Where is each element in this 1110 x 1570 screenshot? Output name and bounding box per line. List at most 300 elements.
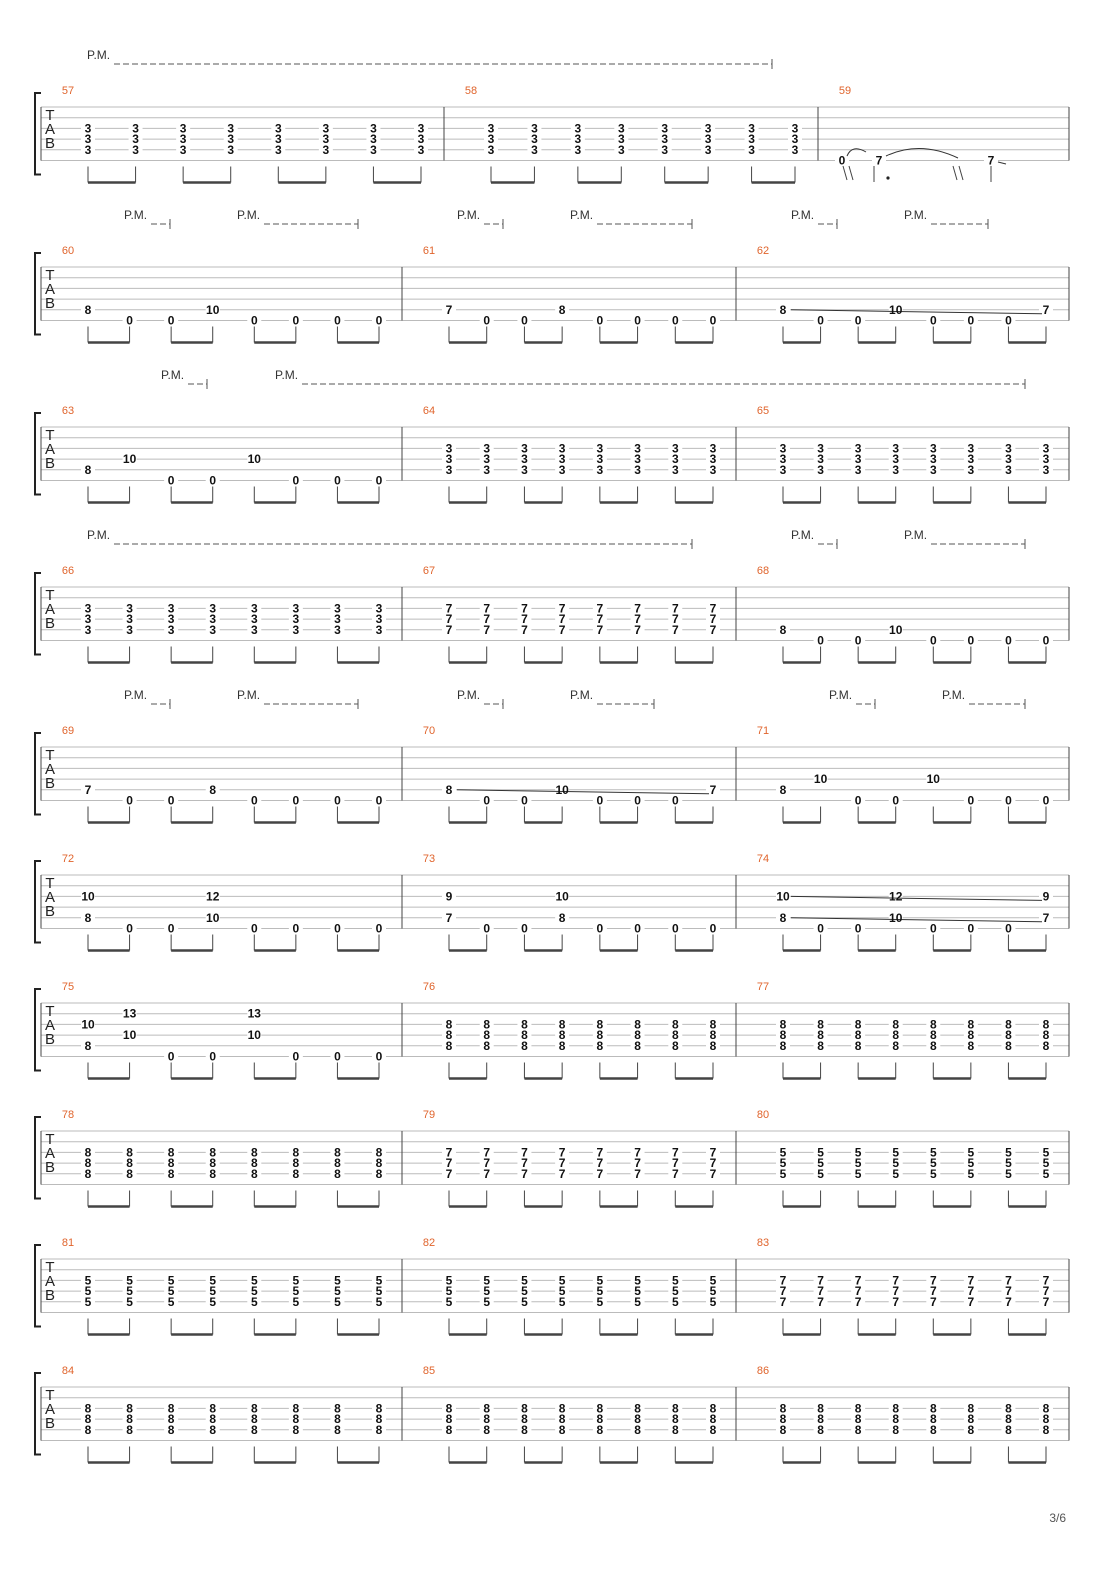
fret-number: 7 bbox=[709, 782, 717, 797]
palm-mute-label: P.M. bbox=[275, 368, 299, 382]
fret-number: 0 bbox=[854, 793, 862, 808]
fret-number: 8 bbox=[779, 1401, 787, 1416]
fret-number: 7 bbox=[1042, 910, 1050, 925]
fret-number: 8 bbox=[445, 1401, 453, 1416]
fret-number: 7 bbox=[854, 1273, 862, 1288]
fret-number: 8 bbox=[854, 1401, 862, 1416]
fret-number: 3 bbox=[445, 452, 453, 467]
fret-number: 3 bbox=[671, 462, 679, 477]
measure-number: 74 bbox=[756, 853, 770, 865]
fret-number: 8 bbox=[779, 1422, 787, 1437]
fret-number: 3 bbox=[84, 601, 92, 616]
fret-number: 8 bbox=[558, 1412, 566, 1427]
fret-number: 3 bbox=[1005, 441, 1012, 456]
tab-clef-letter: A bbox=[44, 601, 56, 618]
tab-clef-letter: B bbox=[44, 1415, 56, 1432]
fret-number: 3 bbox=[531, 132, 538, 147]
fret-number: 8 bbox=[817, 1017, 824, 1032]
fret-number: 8 bbox=[634, 1422, 641, 1437]
palm-mute-label: P.M. bbox=[904, 208, 928, 222]
fret-number: 0 bbox=[209, 473, 217, 488]
fret-number: 8 bbox=[1005, 1028, 1012, 1043]
fret-number: 0 bbox=[521, 313, 528, 328]
measure-number: 71 bbox=[756, 725, 770, 737]
fret-number: 8 bbox=[292, 1156, 300, 1171]
fret-number: 3 bbox=[709, 441, 717, 456]
fret-number: 7 bbox=[892, 1284, 900, 1299]
fret-number: 5 bbox=[292, 1273, 300, 1288]
fret-number: 0 bbox=[292, 473, 300, 488]
fret-number: 0 bbox=[167, 313, 175, 328]
palm-mute-label: P.M. bbox=[87, 528, 111, 542]
fret-number: 8 bbox=[558, 910, 566, 925]
fret-number: 8 bbox=[126, 1412, 133, 1427]
palm-mute-label: P.M. bbox=[161, 368, 185, 382]
tab-clef-letter: T bbox=[45, 427, 55, 444]
fret-number: 8 bbox=[483, 1401, 491, 1416]
palm-mute-label: P.M. bbox=[904, 528, 928, 542]
fret-number: 8 bbox=[250, 1422, 258, 1437]
fret-number: 5 bbox=[483, 1294, 491, 1309]
fret-number: 5 bbox=[929, 1156, 937, 1171]
fret-number: 7 bbox=[709, 1156, 717, 1171]
fret-number: 5 bbox=[375, 1273, 383, 1288]
fret-number: 8 bbox=[521, 1017, 528, 1032]
fret-number: 3 bbox=[779, 462, 787, 477]
fret-number: 8 bbox=[967, 1401, 975, 1416]
fret-number: 3 bbox=[227, 142, 235, 157]
fret-number: 0 bbox=[375, 1049, 383, 1064]
fret-number: 5 bbox=[521, 1294, 528, 1309]
fret-number: 8 bbox=[483, 1422, 491, 1437]
fret-number: 0 bbox=[1005, 921, 1012, 936]
fret-number: 3 bbox=[704, 121, 712, 136]
fret-number: 0 bbox=[375, 793, 383, 808]
fret-number: 0 bbox=[967, 793, 975, 808]
tab-clef-letter: A bbox=[44, 121, 56, 138]
fret-number: 7 bbox=[596, 622, 604, 637]
fret-number: 3 bbox=[167, 612, 175, 627]
fret-number: 7 bbox=[521, 622, 528, 637]
palm-mute-label: P.M. bbox=[87, 48, 111, 62]
fret-number: 0 bbox=[250, 921, 258, 936]
fret-number: 0 bbox=[334, 1049, 341, 1064]
tab-system bbox=[35, 539, 1069, 663]
fret-number: 3 bbox=[791, 132, 799, 147]
fret-number: 7 bbox=[84, 782, 92, 797]
fret-number: 3 bbox=[748, 132, 755, 147]
fret-number: 3 bbox=[322, 121, 330, 136]
fret-number: 8 bbox=[209, 1156, 217, 1171]
slide-line bbox=[791, 896, 1042, 900]
fret-number: 0 bbox=[292, 793, 300, 808]
fret-number: 3 bbox=[322, 142, 330, 157]
fret-number: 3 bbox=[704, 142, 712, 157]
fret-number: 8 bbox=[854, 1422, 862, 1437]
fret-number: 8 bbox=[929, 1412, 937, 1427]
fret-number: 3 bbox=[1005, 452, 1012, 467]
fret-number: 3 bbox=[521, 452, 528, 467]
fret-number: 5 bbox=[1042, 1145, 1050, 1160]
fret-number: 5 bbox=[1005, 1145, 1012, 1160]
tab-clef-letter: T bbox=[45, 875, 55, 892]
fret-number: 0 bbox=[967, 313, 975, 328]
fret-number: 7 bbox=[558, 601, 566, 616]
fret-number: 5 bbox=[596, 1284, 604, 1299]
fret-number: 7 bbox=[709, 612, 717, 627]
fret-number: 0 bbox=[483, 921, 491, 936]
fret-number: 8 bbox=[854, 1412, 862, 1427]
fret-number: 0 bbox=[334, 793, 341, 808]
fret-number: 8 bbox=[334, 1422, 341, 1437]
tab-clef-letter: A bbox=[44, 1273, 56, 1290]
fret-number: 5 bbox=[817, 1145, 824, 1160]
measure-number: 81 bbox=[61, 1237, 75, 1249]
fret-number: 5 bbox=[84, 1284, 92, 1299]
page-number: 3/6 bbox=[1049, 1511, 1066, 1525]
fret-number: 8 bbox=[596, 1422, 604, 1437]
fret-number: 7 bbox=[875, 153, 883, 168]
fret-number: 5 bbox=[558, 1294, 566, 1309]
measure-number: 82 bbox=[422, 1237, 436, 1249]
tab-clef-letter: T bbox=[45, 587, 55, 604]
fret-number: 0 bbox=[967, 921, 975, 936]
fret-number: 8 bbox=[521, 1038, 528, 1053]
measure-number: 73 bbox=[422, 853, 436, 865]
fret-number: 5 bbox=[250, 1284, 258, 1299]
fret-number: 0 bbox=[292, 921, 300, 936]
measure-number: 83 bbox=[756, 1237, 770, 1249]
fret-number: 8 bbox=[1042, 1028, 1050, 1043]
fret-number: 3 bbox=[209, 601, 217, 616]
fret-number: 0 bbox=[167, 1049, 175, 1064]
fret-number: 5 bbox=[126, 1273, 133, 1288]
fret-number: 3 bbox=[791, 121, 799, 136]
fret-number: 8 bbox=[375, 1166, 383, 1181]
fret-number: 8 bbox=[445, 1412, 453, 1427]
fret-number: 8 bbox=[445, 1028, 453, 1043]
fret-number: 0 bbox=[817, 313, 824, 328]
fret-number: 7 bbox=[817, 1273, 824, 1288]
measure-number: 70 bbox=[422, 725, 436, 737]
tab-clef-letter: B bbox=[44, 775, 56, 792]
fret-number: 8 bbox=[445, 1038, 453, 1053]
fret-number: 3 bbox=[179, 142, 187, 157]
fret-number: 7 bbox=[521, 1156, 528, 1171]
fret-number: 8 bbox=[671, 1017, 679, 1032]
fret-number: 8 bbox=[126, 1422, 133, 1437]
fret-number: 0 bbox=[209, 1049, 217, 1064]
fret-number: 0 bbox=[1042, 633, 1050, 648]
fret-number: 7 bbox=[929, 1284, 937, 1299]
fret-number: 3 bbox=[558, 452, 566, 467]
fret-number: 7 bbox=[1042, 1273, 1050, 1288]
fret-number: 5 bbox=[817, 1166, 824, 1181]
fret-number: 8 bbox=[854, 1038, 862, 1053]
fret-number: 8 bbox=[84, 1156, 92, 1171]
fret-number: 8 bbox=[967, 1038, 975, 1053]
fret-number: 8 bbox=[892, 1412, 900, 1427]
fret-number: 10 bbox=[889, 622, 903, 637]
tab-system bbox=[35, 59, 1069, 183]
fret-number: 5 bbox=[929, 1166, 937, 1181]
fret-number: 10 bbox=[122, 1028, 137, 1043]
fret-number: 3 bbox=[375, 612, 383, 627]
fret-number: 8 bbox=[671, 1038, 679, 1053]
fret-number: 0 bbox=[838, 153, 846, 168]
fret-number: 12 bbox=[206, 889, 220, 904]
fret-number: 7 bbox=[1005, 1273, 1012, 1288]
palm-mute-label: P.M. bbox=[457, 208, 481, 222]
fret-number: 8 bbox=[929, 1017, 937, 1032]
fret-number: 3 bbox=[334, 601, 341, 616]
fret-number: 8 bbox=[445, 1422, 453, 1437]
fret-number: 10 bbox=[81, 1017, 95, 1032]
tab-system bbox=[35, 379, 1069, 503]
system-bracket bbox=[35, 93, 41, 175]
tab-clef-letter: A bbox=[44, 1145, 56, 1162]
fret-number: 3 bbox=[531, 142, 538, 157]
fret-number: 8 bbox=[1042, 1017, 1050, 1032]
fret-number: 0 bbox=[483, 793, 491, 808]
system-bracket bbox=[35, 253, 41, 335]
fret-number: 8 bbox=[126, 1166, 133, 1181]
fret-number: 8 bbox=[84, 1038, 92, 1053]
fret-number: 0 bbox=[167, 793, 175, 808]
fret-number: 8 bbox=[521, 1422, 528, 1437]
fret-number: 8 bbox=[892, 1028, 900, 1043]
fret-number: 8 bbox=[596, 1412, 604, 1427]
fret-number: 10 bbox=[206, 910, 220, 925]
measure-number: 65 bbox=[756, 405, 770, 417]
tab-system bbox=[35, 989, 1069, 1079]
fret-number: 5 bbox=[967, 1156, 975, 1171]
tab-clef-letter: A bbox=[44, 281, 56, 298]
fret-number: 0 bbox=[634, 793, 641, 808]
fret-number: 7 bbox=[483, 622, 491, 637]
fret-number: 5 bbox=[709, 1273, 717, 1288]
grace-flag bbox=[953, 166, 963, 180]
fret-number: 8 bbox=[709, 1017, 717, 1032]
fret-number: 3 bbox=[250, 601, 258, 616]
fret-number: 8 bbox=[250, 1412, 258, 1427]
palm-mute-label: P.M. bbox=[570, 208, 594, 222]
fret-number: 8 bbox=[292, 1166, 300, 1181]
tab-clef-letter: T bbox=[45, 1131, 55, 1148]
fret-number: 7 bbox=[1005, 1284, 1012, 1299]
fret-number: 8 bbox=[1042, 1038, 1050, 1053]
fret-number: 8 bbox=[521, 1412, 528, 1427]
fret-number: 8 bbox=[334, 1145, 341, 1160]
fret-number: 7 bbox=[521, 1145, 528, 1160]
fret-number: 8 bbox=[334, 1412, 341, 1427]
fret-number: 8 bbox=[558, 1028, 566, 1043]
fret-number: 3 bbox=[483, 462, 491, 477]
fret-number: 8 bbox=[250, 1166, 258, 1181]
fret-number: 7 bbox=[892, 1294, 900, 1309]
fret-number: 5 bbox=[558, 1273, 566, 1288]
fret-number: 5 bbox=[521, 1273, 528, 1288]
fret-number: 0 bbox=[1005, 793, 1012, 808]
fret-number: 7 bbox=[779, 1294, 787, 1309]
tab-clef-letter: B bbox=[44, 1031, 56, 1048]
fret-number: 0 bbox=[250, 793, 258, 808]
fret-number: 8 bbox=[445, 782, 453, 797]
fret-number: 0 bbox=[929, 633, 937, 648]
fret-number: 0 bbox=[375, 313, 383, 328]
fret-number: 7 bbox=[709, 1166, 717, 1181]
fret-number: 0 bbox=[521, 793, 528, 808]
fret-number: 13 bbox=[247, 1006, 261, 1021]
fret-number: 8 bbox=[779, 1017, 787, 1032]
fret-number: 0 bbox=[929, 921, 937, 936]
fret-number: 8 bbox=[558, 302, 566, 317]
fret-number: 8 bbox=[671, 1401, 679, 1416]
fret-number: 5 bbox=[167, 1273, 175, 1288]
fret-number: 3 bbox=[417, 132, 425, 147]
fret-number: 7 bbox=[779, 1284, 787, 1299]
fret-number: 5 bbox=[709, 1294, 717, 1309]
fret-number: 3 bbox=[334, 612, 341, 627]
fret-number: 0 bbox=[709, 921, 717, 936]
fret-number: 8 bbox=[292, 1412, 300, 1427]
fret-number: 3 bbox=[417, 142, 425, 157]
palm-mute-label: P.M. bbox=[237, 688, 261, 702]
fret-number: 8 bbox=[558, 1038, 566, 1053]
fret-number: 8 bbox=[375, 1156, 383, 1171]
fret-number: 0 bbox=[671, 313, 679, 328]
fret-number: 8 bbox=[84, 1401, 92, 1416]
fret-number: 8 bbox=[558, 1401, 566, 1416]
tab-clef-letter: T bbox=[45, 1259, 55, 1276]
fret-number: 9 bbox=[445, 889, 453, 904]
fret-number: 7 bbox=[967, 1284, 975, 1299]
palm-mute-label: P.M. bbox=[237, 208, 261, 222]
fret-number: 8 bbox=[84, 1412, 92, 1427]
fret-number: 8 bbox=[167, 1156, 175, 1171]
fret-number: 7 bbox=[483, 1166, 491, 1181]
fret-number: 3 bbox=[334, 622, 341, 637]
fret-number: 8 bbox=[596, 1028, 604, 1043]
fret-number: 7 bbox=[521, 601, 528, 616]
fret-number: 8 bbox=[483, 1028, 491, 1043]
measure-number: 77 bbox=[756, 981, 770, 993]
fret-number: 8 bbox=[334, 1401, 341, 1416]
fret-number: 3 bbox=[661, 121, 669, 136]
fret-number: 8 bbox=[817, 1422, 824, 1437]
fret-number: 8 bbox=[84, 1145, 92, 1160]
fret-number: 8 bbox=[521, 1028, 528, 1043]
fret-number: 7 bbox=[671, 612, 679, 627]
fret-number: 3 bbox=[487, 132, 495, 147]
fret-number: 3 bbox=[596, 441, 604, 456]
dot-mark bbox=[886, 176, 889, 179]
measure-number: 86 bbox=[756, 1365, 770, 1377]
fret-number: 8 bbox=[292, 1422, 300, 1437]
fret-number: 10 bbox=[555, 782, 569, 797]
fret-number: 8 bbox=[634, 1017, 641, 1032]
palm-mute-label: P.M. bbox=[124, 208, 148, 222]
fret-number: 5 bbox=[1005, 1156, 1012, 1171]
fret-number: 0 bbox=[854, 633, 862, 648]
fret-number: 3 bbox=[671, 441, 679, 456]
fret-number: 3 bbox=[892, 462, 900, 477]
fret-number: 3 bbox=[967, 441, 975, 456]
fret-number: 3 bbox=[574, 132, 582, 147]
fret-number: 0 bbox=[817, 921, 824, 936]
fret-number: 3 bbox=[634, 452, 641, 467]
fret-number: 3 bbox=[791, 142, 799, 157]
fret-number: 0 bbox=[126, 921, 133, 936]
fret-number: 8 bbox=[375, 1412, 383, 1427]
fret-number: 7 bbox=[634, 622, 641, 637]
fret-number: 3 bbox=[634, 462, 641, 477]
tab-clef-letter: B bbox=[44, 455, 56, 472]
fret-number: 3 bbox=[709, 452, 717, 467]
fret-number: 3 bbox=[617, 121, 625, 136]
fret-number: 3 bbox=[929, 462, 937, 477]
fret-number: 3 bbox=[84, 132, 92, 147]
fret-number: 8 bbox=[634, 1412, 641, 1427]
fret-number: 8 bbox=[709, 1401, 717, 1416]
fret-number: 8 bbox=[892, 1422, 900, 1437]
fret-number: 5 bbox=[596, 1294, 604, 1309]
fret-number: 0 bbox=[596, 313, 604, 328]
fret-number: 10 bbox=[926, 772, 940, 787]
fret-number: 8 bbox=[84, 910, 92, 925]
fret-number: 3 bbox=[1042, 462, 1050, 477]
fret-number: 3 bbox=[483, 452, 491, 467]
fret-number: 7 bbox=[596, 1156, 604, 1171]
tab-system bbox=[35, 1373, 1069, 1463]
tab-clef-letter: A bbox=[44, 1017, 56, 1034]
fret-number: 3 bbox=[558, 441, 566, 456]
fret-number: 5 bbox=[671, 1273, 679, 1288]
fret-number: 3 bbox=[521, 462, 528, 477]
system-bracket bbox=[35, 573, 41, 655]
tab-clef-letter: B bbox=[44, 295, 56, 312]
fret-number: 8 bbox=[1005, 1422, 1012, 1437]
measure-number: 58 bbox=[464, 85, 478, 97]
fret-number: 0 bbox=[521, 921, 528, 936]
fret-number: 3 bbox=[1005, 462, 1012, 477]
palm-mute-label: P.M. bbox=[942, 688, 966, 702]
fret-number: 8 bbox=[483, 1017, 491, 1032]
fret-number: 7 bbox=[929, 1294, 937, 1309]
fret-number: 8 bbox=[209, 1401, 217, 1416]
fret-number: 8 bbox=[709, 1038, 717, 1053]
fret-number: 3 bbox=[84, 121, 92, 136]
fret-number: 5 bbox=[854, 1156, 862, 1171]
fret-number: 3 bbox=[574, 142, 582, 157]
fret-number: 3 bbox=[292, 622, 300, 637]
fret-number: 8 bbox=[250, 1156, 258, 1171]
fret-number: 3 bbox=[483, 441, 491, 456]
fret-number: 7 bbox=[596, 612, 604, 627]
fret-number: 8 bbox=[671, 1422, 679, 1437]
fret-number: 5 bbox=[671, 1294, 679, 1309]
fret-number: 0 bbox=[634, 921, 641, 936]
fret-number: 5 bbox=[445, 1294, 453, 1309]
fret-number: 8 bbox=[1005, 1038, 1012, 1053]
fret-number: 7 bbox=[445, 302, 453, 317]
fret-number: 8 bbox=[817, 1028, 824, 1043]
tab-system bbox=[35, 219, 1069, 343]
fret-number: 5 bbox=[483, 1284, 491, 1299]
fret-number: 0 bbox=[483, 313, 491, 328]
fret-number: 10 bbox=[122, 452, 137, 467]
fret-number: 7 bbox=[596, 1145, 604, 1160]
